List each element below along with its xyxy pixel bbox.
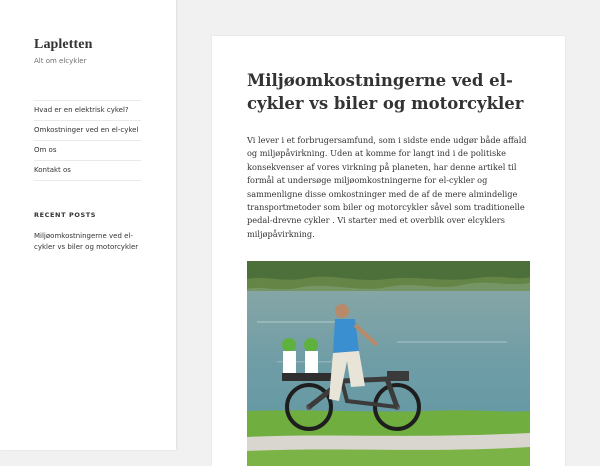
menu-item-om-os[interactable]: Om os bbox=[34, 140, 141, 160]
ebike-photo-illustration bbox=[247, 261, 530, 466]
article-card bbox=[212, 36, 565, 466]
menu-item-omkostninger[interactable]: Omkostninger ved en el-cykel bbox=[34, 120, 141, 140]
site-title[interactable]: Lapletten bbox=[34, 37, 93, 52]
site-description: Alt om elcykler bbox=[34, 57, 87, 65]
article-title[interactable]: Miljøomkostningerne ved el-cykler vs biler og motorcykler bbox=[247, 71, 524, 113]
recent-posts-heading: RECENT POSTS bbox=[34, 211, 97, 219]
article-photo bbox=[247, 261, 530, 466]
menu-item-hvad-er[interactable]: Hvad er en elektrisk cykel? bbox=[34, 100, 141, 120]
main-menu bbox=[34, 100, 141, 181]
menu-item-kontakt[interactable]: Kontakt os bbox=[34, 160, 141, 181]
recent-post-link[interactable]: Miljøomkostningerne ved el-cykler vs biler og motorcykler bbox=[34, 232, 139, 251]
article-body: Vi lever i et forbrugersamfund, som i sidste ende udgør både affald og miljøpåvirkning. Uden at komme for langt ind i de politiske konsekvenser af vores virkning på planeten, har denne artikel til formål at undersøge miljøomkostningerne for el-cykler og sammenligne disse omkostninger med de af de mere almindelige transportmetoder som biler og motorcykler såvel som traditionelle pedal-drevne cykler . Vi starter med et overblik over elcyklers miljøpåvirkning. bbox=[247, 135, 527, 239]
sidebar bbox=[0, 0, 176, 450]
